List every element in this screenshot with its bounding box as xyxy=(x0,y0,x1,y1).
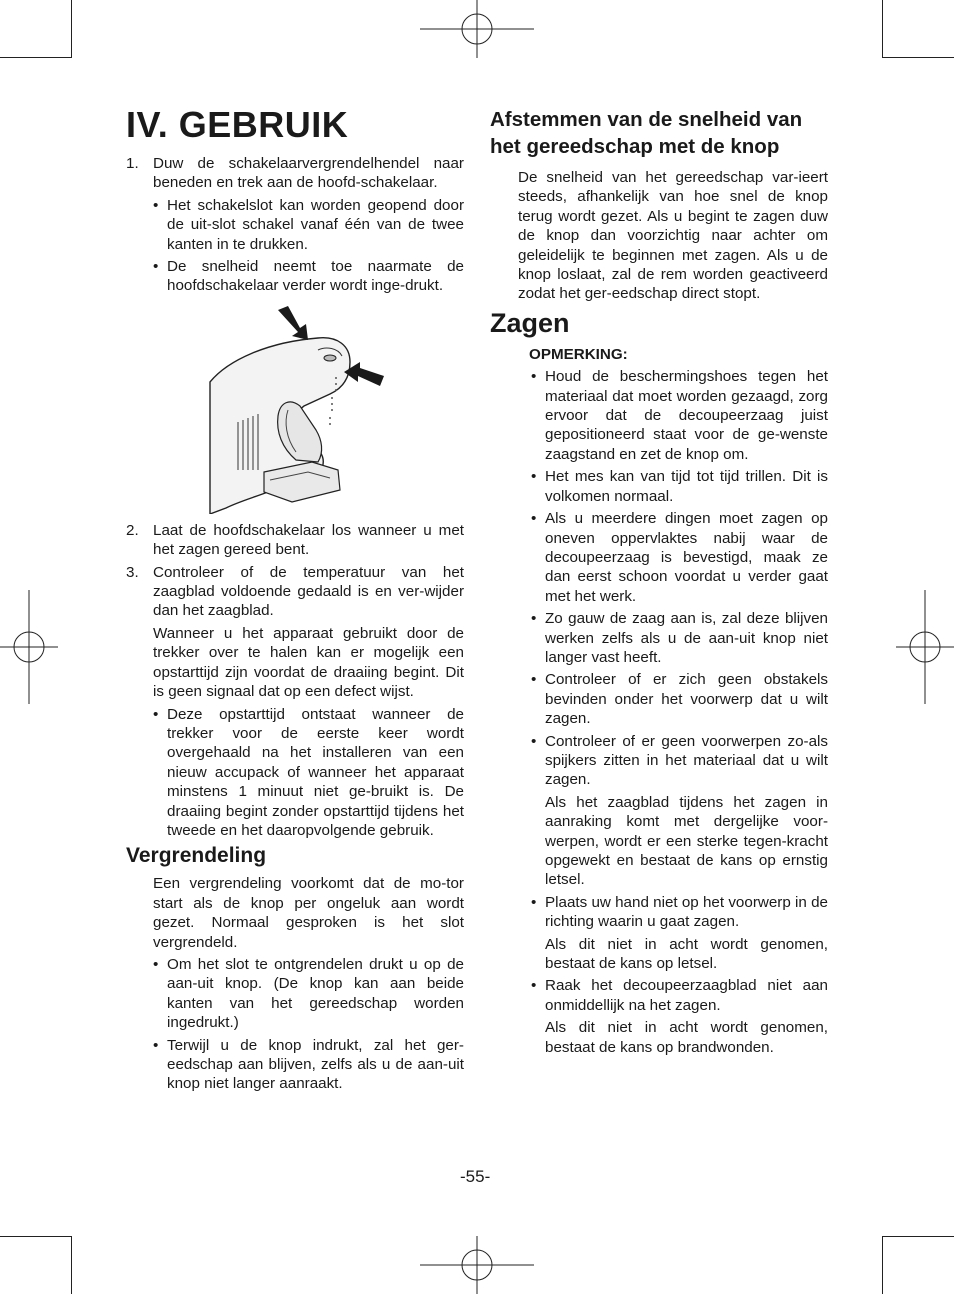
speed-paragraph: De snelheid van het gereedschap var-ieert steeds, afhankelijk van hoe snel de knop terug wordt gezet. Als u begint te zagen duw de knop dan voorzichtig naar achter om geleidelijk te beginnen met zagen. Als u de knop loslaat, zal de rem worden geactiveerd zodat het ger-eedschap direct stopt. xyxy=(518,169,828,303)
bullet-icon: • xyxy=(153,955,159,973)
bullet-icon: • xyxy=(531,977,537,995)
note-text: Als u meerdere dingen moet zagen op oneven oppervlaktes nabij waar de decoupeerzaag is bevestigd, maak ze dan eerst schoon voordat u verder gaat met het werk. xyxy=(545,510,828,605)
note-extra: Als dit niet in acht wordt genomen, bestaat de kans op letsel. xyxy=(545,935,828,973)
crop-mark xyxy=(71,0,72,58)
reciprocating-saw-icon xyxy=(208,302,388,514)
note-extra: Als het zaagblad tijdens het zagen in aanraking komt met dergelijke voor-werpen, wordt er een sterke tegen-kracht opgewekt en bestaat de kans op ernstig letsel. xyxy=(545,793,828,889)
list-item xyxy=(126,257,464,296)
crop-mark xyxy=(882,0,883,58)
bullet-icon: • xyxy=(531,732,537,750)
step-3 xyxy=(126,563,464,621)
registration-mark-bottom xyxy=(420,1236,534,1294)
note-text: Raak het decoupeerzaagblad niet aan onmiddellijk na het zagen. xyxy=(545,977,828,1014)
bullet-icon: • xyxy=(531,368,537,386)
note-item xyxy=(490,609,828,667)
note-text: Plaats uw hand niet op het voorwerp in de richting waarin u gaat zagen. xyxy=(545,893,828,931)
note-item xyxy=(490,732,828,790)
lock-paragraph: Een vergrendeling voorkomt dat de mo-tor start als de knop per ongeluk aan wordt gezet. Normaal gesproken is het slot vergrendeld. xyxy=(153,875,464,951)
list-item xyxy=(126,196,464,254)
note-text: Het mes kan van tijd tot tijd trillen. Dit is volkomen normaal. xyxy=(545,468,828,505)
list-item xyxy=(126,1036,464,1094)
step-number: 1. xyxy=(126,155,139,172)
note-text: Zo gauw de zaag aan is, zal deze blijven werken zelfs als u de aan-uit knop niet langer vast heeft. xyxy=(545,610,828,666)
bullet-icon: • xyxy=(531,510,537,528)
bullet-icon: • xyxy=(153,705,159,723)
bullet-icon: • xyxy=(531,610,537,628)
step-text: Duw de schakelaarvergrendelhendel naar beneden en trek aan de hoofd-schakelaar. xyxy=(153,155,464,192)
page-title: IV. GEBRUIK xyxy=(126,104,349,145)
step-3-paragraph: Wanneer u het apparaat gebruikt door de trekker over te halen kan er mogelijk een opstarttijd zijn voordat de draaiing begint. Dit is geen signaal dat op een defect wijst. xyxy=(153,624,464,701)
step-2 xyxy=(126,521,464,560)
section-heading-saw: Zagen xyxy=(490,307,570,338)
registration-mark-left xyxy=(0,590,58,704)
bullet-icon: • xyxy=(153,1036,159,1054)
crop-mark xyxy=(0,1236,72,1237)
note-text: Houd de beschermingshoes tegen het materiaal dat moet worden gezaagd, zorg ervoor dat de decoupeerzaag juist gepositioneerd staat voor de ge-wenste zaagstand en zet de knop om. xyxy=(545,368,828,463)
list-item-text: Om het slot te ontgrendelen drukt u op de aan-uit knop. (De knop kan aan beide kanten van het gereedschap worden ingedrukt.) xyxy=(167,955,464,1032)
crop-mark xyxy=(71,1236,72,1294)
note-text: Controleer of er geen voorwerpen zo-als spijkers zitten in het materiaal dat u wilt zagen. xyxy=(545,732,828,789)
list-item-text: Terwijl u de knop indrukt, zal het ger-eedschap aan blijven, zelfs als u de aan-uit knop niet langer aanraakt. xyxy=(167,1036,464,1093)
note-item xyxy=(490,670,828,728)
note-item xyxy=(490,893,828,932)
tool-illustration xyxy=(126,302,464,517)
note-item xyxy=(490,976,828,1015)
step-text: Laat de hoofdschakelaar los wanneer u met het zagen gereed bent. xyxy=(153,521,464,559)
list-item-text: Deze opstarttijd ontstaat wanneer de trekker voor de eerste keer wordt overgehaald na het installeren van een nieuw accupack of wanneer het apparaat minstens 1 minuut niet ge-bruikt is. De draaiing begint zonder opstarttijd tijdens het tweede en het daaropvolgende gebruik. xyxy=(167,705,464,839)
note-label: OPMERKING: xyxy=(529,345,628,363)
bullet-icon: • xyxy=(531,468,537,486)
note-extra: Als dit niet in acht wordt genomen, bestaat de kans op brandwonden. xyxy=(545,1019,828,1056)
registration-mark-top xyxy=(420,0,534,58)
note-item xyxy=(490,509,828,606)
bullet-icon: • xyxy=(531,893,537,911)
list-item xyxy=(126,705,464,841)
bullet-icon: • xyxy=(531,671,537,689)
step-number: 2. xyxy=(126,521,139,539)
list-item xyxy=(126,955,464,1033)
right-column xyxy=(490,106,828,1060)
crop-mark xyxy=(882,57,954,58)
crop-mark xyxy=(0,57,72,58)
section-heading-lock: Vergrendeling xyxy=(126,844,267,868)
note-item xyxy=(490,467,828,506)
section-heading-speed: Afstemmen van de snelheid van het gereedschap met de knop xyxy=(490,108,803,158)
bullet-icon: • xyxy=(153,258,159,276)
crop-mark xyxy=(882,1236,954,1237)
step-number: 3. xyxy=(126,563,139,581)
list-item-text: De snelheid neemt toe naarmate de hoofdschakelaar verder wordt inge-drukt. xyxy=(167,258,464,295)
note-item xyxy=(490,367,828,464)
registration-mark-right xyxy=(896,590,954,704)
note-text: Controleer of er zich geen obstakels bevinden onder het voorwerp dat u wilt zagen. xyxy=(545,671,828,728)
step-1 xyxy=(126,154,464,193)
bullet-icon: • xyxy=(153,196,159,214)
left-column xyxy=(126,100,464,1097)
page-number: -55- xyxy=(460,1167,491,1186)
crop-mark xyxy=(882,1236,883,1294)
step-text: Controleer of de temperatuur van het zaagblad voldoende gedaald is en ver-wijder dan het zaagblad. xyxy=(153,563,464,620)
list-item-text: Het schakelslot kan worden geopend door de uit-slot schakel vanaf één van de twee kanten in te drukken. xyxy=(167,196,464,253)
